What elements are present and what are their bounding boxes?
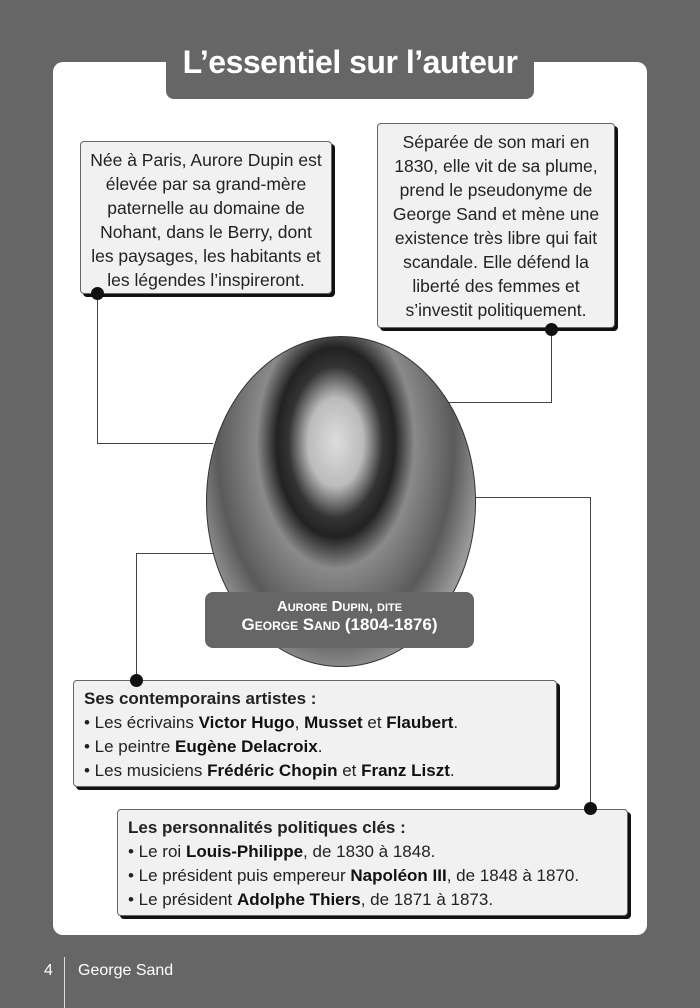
list-item: • Les écrivains Victor Hugo, Musset et Flaubert. (84, 713, 459, 732)
list-item: • Le peintre Eugène Delacroix. (84, 737, 323, 756)
connector-dot (584, 802, 597, 815)
footer-divider (64, 957, 65, 1008)
connector-line (590, 497, 591, 809)
connector-line (551, 329, 552, 403)
connector-dot (545, 323, 558, 336)
caption-line-2: George Sand (1804-1876) (241, 615, 438, 634)
connector-dot (91, 287, 104, 300)
politics-box (117, 809, 628, 916)
connector-line (475, 497, 591, 498)
title-tab (166, 0, 534, 99)
page-title: L’essentiel sur l’auteur (182, 44, 518, 80)
politics-heading: Les personnalités politiques clés : (128, 818, 406, 837)
connector-line (136, 553, 214, 554)
list-item: • Les musiciens Frédéric Chopin et Franz Liszt. (84, 761, 455, 780)
connector-line (97, 293, 98, 444)
list-item: • Le roi Louis-Philippe, de 1830 à 1848. (128, 842, 436, 861)
footer-book-title: George Sand (78, 962, 174, 979)
artists-heading: Ses contemporains artistes : (84, 689, 317, 708)
connector-line (136, 553, 137, 680)
artists-box (73, 680, 557, 787)
life-box: Séparée de son mari en 1830, elle vit de sa plume, prend le pseudonyme de George Sand et mène une existence très libre qui fait scandale. Elle défend la liberté des femmes et s’investit politiquement. (377, 123, 615, 328)
connector-line (97, 443, 213, 444)
list-item: • Le président Adolphe Thiers, de 1871 à 1873. (128, 890, 494, 909)
page-number: 4 (44, 962, 53, 979)
list-item: • Le président puis empereur Napoléon III, de 1848 à 1870. (128, 866, 580, 885)
childhood-box: Née à Paris, Aurore Dupin est élevée par sa grand-mère paternelle au domaine de Nohant, dans le Berry, dont les paysages, les habitants et les légendes l’inspireront. (80, 141, 332, 294)
connector-line (448, 402, 552, 403)
caption-line-1: Aurore Dupin, dite (276, 598, 403, 615)
portrait-caption (205, 592, 474, 648)
connector-dot (130, 674, 143, 687)
